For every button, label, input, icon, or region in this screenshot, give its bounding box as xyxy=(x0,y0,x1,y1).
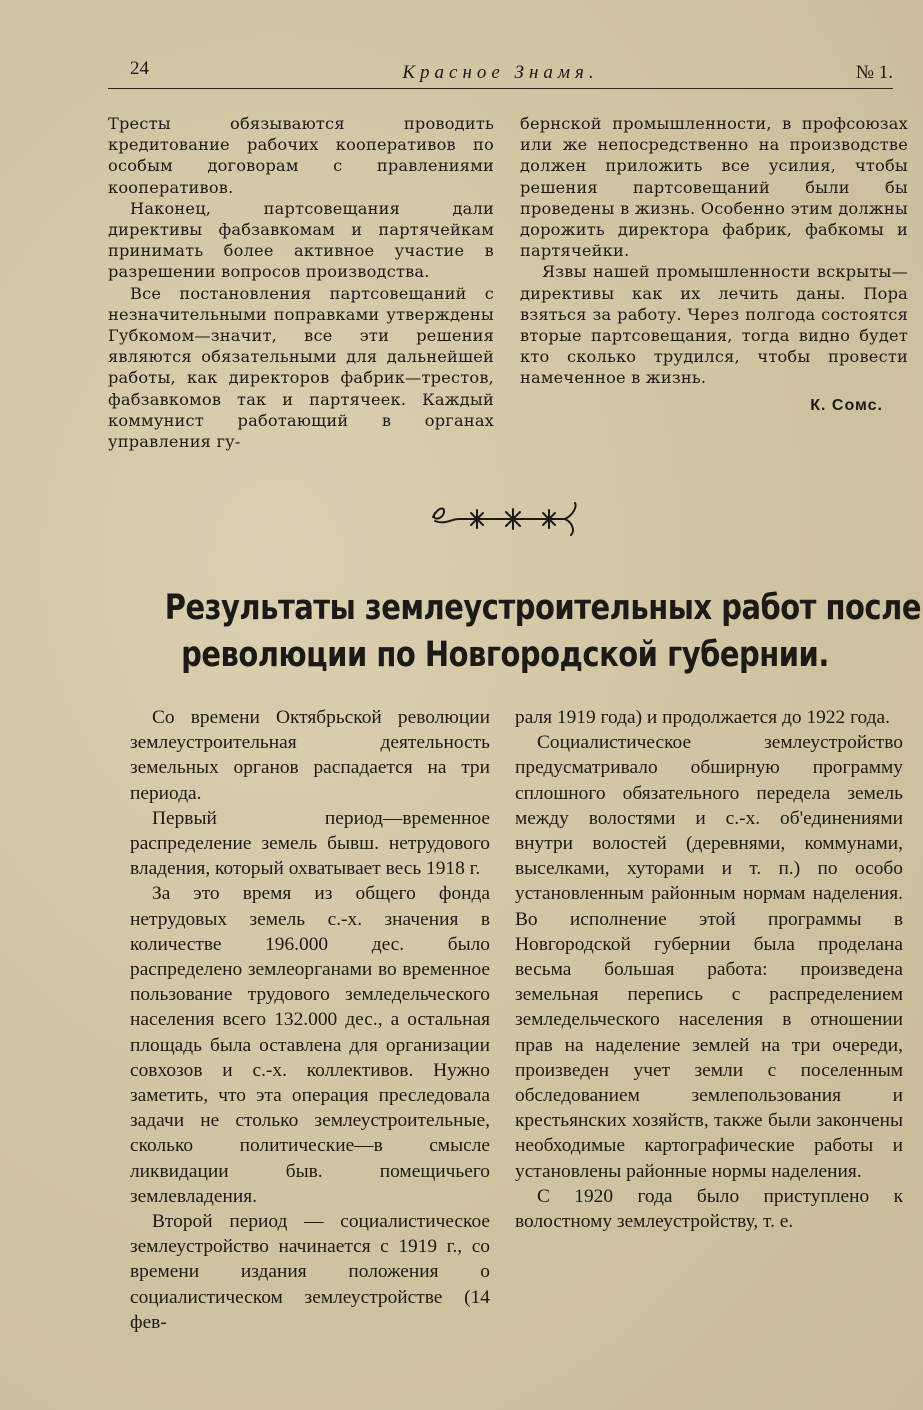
paragraph: Язвы нашей промышленности вскрыты—директивы как их лечить даны. Пора взяться за работу. Через полгода состоятся вторые партсовещания, тогда видно будет кто сколько трудился, чтобы провести намеченное в жизнь. xyxy=(520,262,908,388)
article-right-column xyxy=(515,705,903,1234)
page-number: 24 xyxy=(130,58,149,79)
paragraph: раля 1919 года) и продолжается до 1922 года. xyxy=(515,707,891,728)
headline-line-1: Результаты землеустроительных работ после xyxy=(164,588,921,628)
paragraph: Со времени Октябрьской революции землеустроительная деятельность земельных органов распадается на три периода. xyxy=(130,707,490,804)
paragraph: За это время из общего фонда нетрудовых земель с.-х. значения в количестве 196.000 дес. было распределено землеорганами во временное пользование трудового земледельческого населения всего 132.000 дес., а остальная площадь была оставлена для организации совхозов и с.-х. коллективов. Нужно заметить, что эта операция преследовала задачи не столько землеустроительные, сколько политические—в смысле ликвидации быв. помещичьего землевладения. xyxy=(130,883,490,1207)
author-signature: К. Сомс. xyxy=(810,396,883,414)
issue-number: № 1. xyxy=(855,62,893,83)
headline-line-2: революции по Новгородской губернии. xyxy=(181,635,829,675)
publication-title: Красное Знамя. xyxy=(402,62,599,83)
top-article-right-column xyxy=(520,113,908,416)
running-header xyxy=(108,58,893,89)
paragraph: Наконец, партсовещания дали директивы фабзавкомам и партячейкам принимать более активное участие в разрешении вопросов производства. xyxy=(108,198,494,282)
top-article-left-column xyxy=(108,113,494,452)
paragraph: С 1920 года было приступлено к волостному землеустройству, т. е. xyxy=(515,1185,903,1233)
article-left-column xyxy=(130,705,490,1335)
paragraph: Второй период — социалистическое землеустройство начинается с 1919 г., со времени издания положения о социалистическом землеустройстве (14 фев- xyxy=(130,1211,490,1333)
paragraph: бернской промышленности, в профсоюзах или же непосредственно на производстве должен приложить все усилия, чтобы решения партсовещаний были бы проведены в жизнь. Особенно этим должны дорожить директора фабрик, фабкомы и партячейки. xyxy=(520,114,908,261)
paragraph: Первый период—временное распределение земель бывш. нетрудового владения, который охватывает весь 1918 г. xyxy=(130,807,490,880)
ornament-divider-icon xyxy=(425,495,585,545)
paragraph: Социалистическое землеустройство предусматривало обширную программу сплошного обязательного передела земель между волостями и с.-х. об'единениями внутри волостей (деревнями, коммунами, выселками, хуторами и т. п.) по особо установленным районным нормам наделения. Во исполнение этой программы в Новгородской губернии была проделана весьма большая работа: произведена земельная перепись с распределением земледельческого населения в отношении прав на наделение землей на три очереди, произведен учет земли с поселенным обследованием землепользования и крестьянских хозяйств, также были закончены необходимые картографические работы и установлены районные нормы наделения. xyxy=(515,732,903,1182)
paragraph: Все постановления партсовещаний с незначительными поправками утверждены Губкомом—значит, все эти решения являются обязательными для дальнейшей работы, как директоров фабрик—трестов, фабзавкомов так и партячеек. Каждый коммунист работающий в органах управления гу- xyxy=(108,283,494,452)
article-headline xyxy=(164,585,921,679)
paragraph: Тресты обязываются проводить кредитование рабочих кооперативов по особым договорам с правлениями кооперативов. xyxy=(108,114,494,197)
